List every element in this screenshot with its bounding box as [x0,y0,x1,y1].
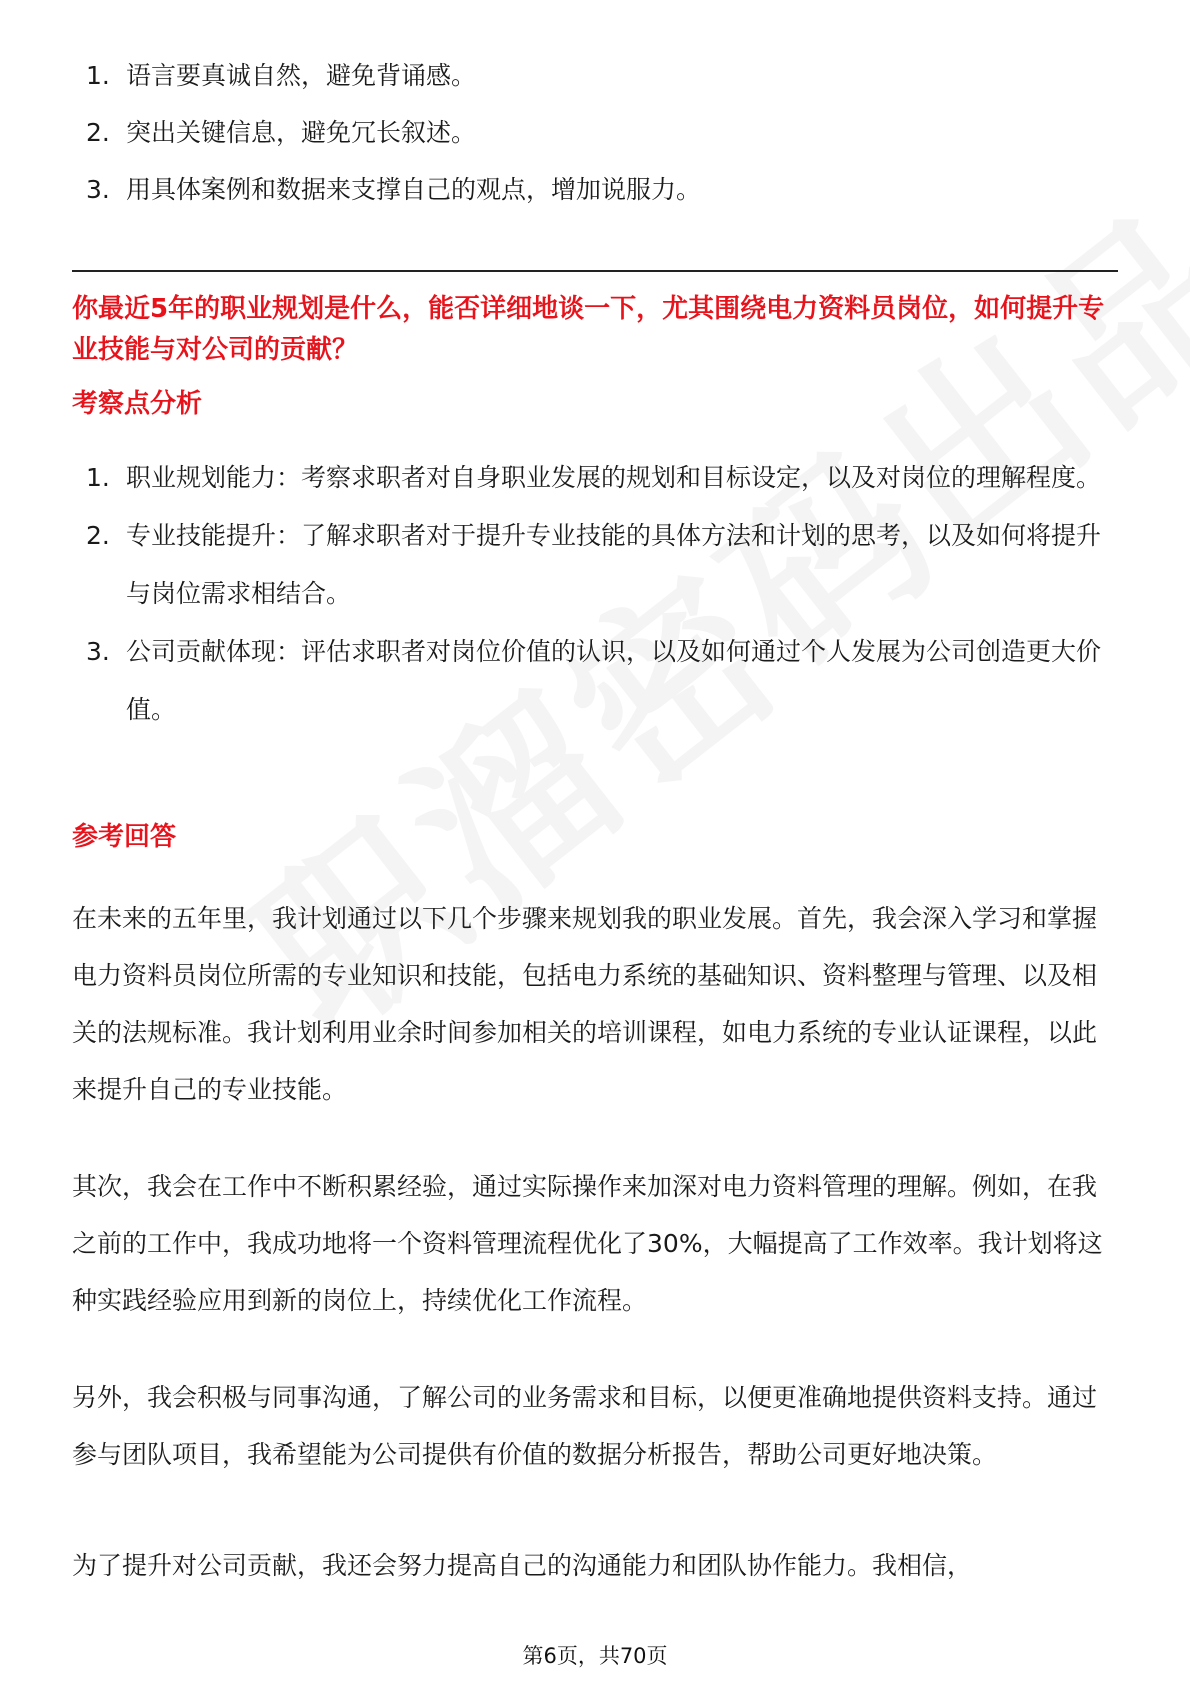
list-text: 公司贡献体现：评估求职者对岗位价值的认识，以及如何通过个人发展为公司创造更大价值。 [126,637,1102,724]
answer-paragraph: 在未来的五年里，我计划通过以下几个步骤来规划我的职业发展。首先，我会深入学习和掌握电力资料员岗位所需的专业知识和技能，包括电力系统的基础知识、资料整理与管理、以及相关的法规标准。我计划利用业余时间参加相关的培训课程，如电力系统的专业认证课程，以此来提升自己的专业技能。 [72,904,1098,1104]
answer-paragraph: 另外，我会积极与同事沟通，了解公司的业务需求和目标，以便更准确地提供资料支持。通过参与团队项目，我希望能为公司提供有价值的数据分析报告，帮助公司更好地决策。 [72,1383,1098,1469]
list-text: 语言要真诚自然，避免背诵感。 [126,61,477,90]
list-number: 3. [86,175,110,204]
list-item [72,47,1118,104]
list-number: 3. [86,637,110,666]
list-item [72,104,1118,161]
analysis-heading: 考察点分析 [72,389,203,419]
answer-paragraph: 为了提升对公司贡献，我还会努力提高自己的沟通能力和团队协作能力。我相信， [72,1551,973,1580]
tips-list [72,47,1118,218]
page-footer: 第6页，共70页 [522,1644,668,1668]
analysis-list [72,449,1118,739]
list-item [72,161,1118,218]
list-text: 职业规划能力：考察求职者对自身职业发展的规划和目标设定，以及对岗位的理解程度。 [126,463,1102,492]
list-text: 专业技能提升：了解求职者对于提升专业技能的具体方法和计划的思考，以及如何将提升与岗位需求相结合。 [126,521,1102,608]
list-item [72,449,1118,507]
list-text: 用具体案例和数据来支撑自己的观点，增加说服力。 [126,175,702,204]
list-number: 2. [86,521,110,550]
answer-heading: 参考回答 [72,822,177,852]
list-number: 2. [86,118,110,147]
list-text: 突出关键信息，避免冗长叙述。 [126,118,477,147]
list-number: 1. [86,61,110,90]
interview-question: 你最近5年的职业规划是什么，能否详细地谈一下，尤其围绕电力资料员岗位，如何提升专业技能与对公司的贡献？ [72,294,1105,365]
answer-paragraph: 其次，我会在工作中不断积累经验，通过实际操作来加深对电力资料管理的理解。例如，在我之前的工作中，我成功地将一个资料管理流程优化了30%，大幅提高了工作效率。我计划将这种实践经验应用到新的岗位上，持续优化工作流程。 [72,1172,1103,1315]
list-item [72,623,1118,739]
list-number: 1. [86,463,110,492]
list-item [72,507,1118,623]
section-divider [72,270,1118,272]
